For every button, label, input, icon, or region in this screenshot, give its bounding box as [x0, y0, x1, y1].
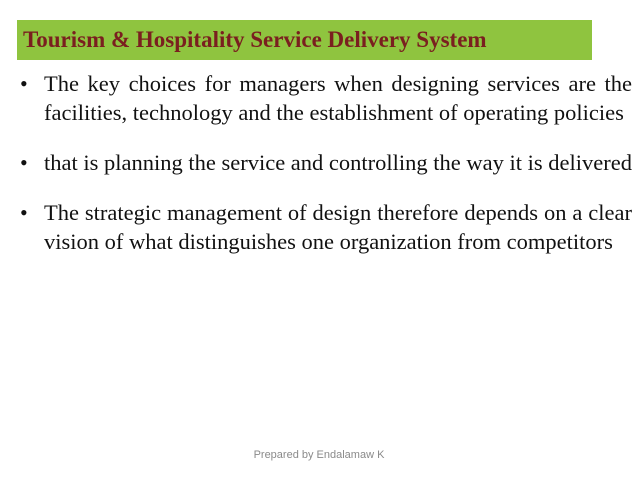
bullet-item	[20, 198, 632, 256]
bullet-text: that is planning the service and controlling the way it is delivered	[44, 150, 632, 175]
footer-credit: Prepared by Endalamaw K	[253, 449, 385, 461]
bullet-text: The strategic management of design therefore depends on a clear vision of what distinguishes one organization from competitors	[44, 200, 632, 254]
bullet-icon: •	[20, 150, 28, 175]
bullet-list	[20, 69, 632, 277]
slide-title: Tourism & Hospitality Service Delivery System	[23, 27, 487, 52]
title-bar	[17, 20, 592, 60]
bullet-item	[20, 148, 632, 177]
bullet-item	[20, 69, 632, 127]
bullet-icon: •	[20, 200, 28, 225]
bullet-icon: •	[20, 71, 28, 96]
bullet-text: The key choices for managers when designing services are the facilities, technology and the establishment of operating policies	[44, 71, 632, 125]
